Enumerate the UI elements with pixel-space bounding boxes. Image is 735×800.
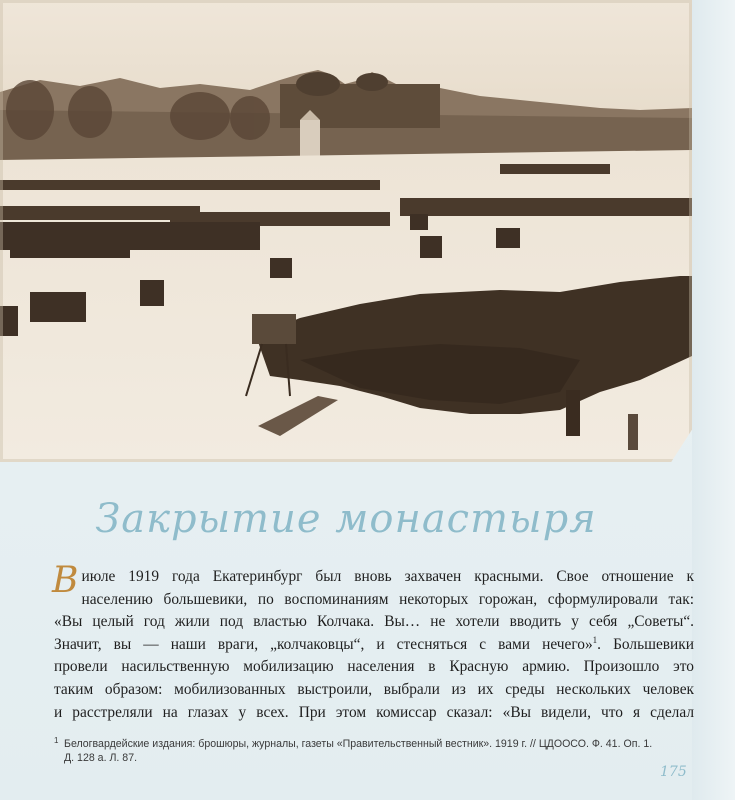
page-margin xyxy=(692,0,735,800)
footnote-line-2: Д. 128 а. Л. 87. xyxy=(64,752,138,764)
text-line-4 xyxy=(54,634,694,657)
text-line-2: населению большевики, по воспоминаниям некоторых горожан, сформулировали так: xyxy=(81,590,694,608)
footnote-mark: 1 xyxy=(54,736,59,745)
page-number: 175 xyxy=(660,764,687,780)
footnote-line-1: Белогвардейские издания: брошюры, журналы, газеты «Правительственный вестник». 1919 г. // ЦДООСО. Ф. 41. Оп. 1. xyxy=(64,738,653,750)
text-line-5: провели насильственную мобилизацию населения в Красную армию. Произошло это xyxy=(54,658,694,676)
text-line-7: и расстреляли на глазах у всех. При этом комиссар сказал: «Вы видели, что я сделал xyxy=(54,703,694,721)
drop-cap: В xyxy=(52,560,79,601)
text-line-4-main: Значит, вы — наши враги, „колчаковцы“, и стесняться с вами нечего» xyxy=(54,635,593,653)
footnote xyxy=(54,736,694,765)
text-line-3: «Вы целый год жили под властью Колчака. Вы… не хотели вводить у себя „Советы“. xyxy=(54,613,694,631)
text-line-4-tail: . Большевики xyxy=(597,635,694,653)
footnote-reference[interactable]: 1 xyxy=(592,634,598,645)
chapter-title: Закрытие монастыря xyxy=(95,496,597,542)
text-line-1: июле 1919 года Екатеринбург был вновь захвачен красными. Свое отношение к xyxy=(81,568,694,585)
text-line-6: таким образом: мобилизованных выстроили, выбрали из их среды нескольких человек xyxy=(54,680,694,698)
body-paragraph xyxy=(52,560,694,724)
